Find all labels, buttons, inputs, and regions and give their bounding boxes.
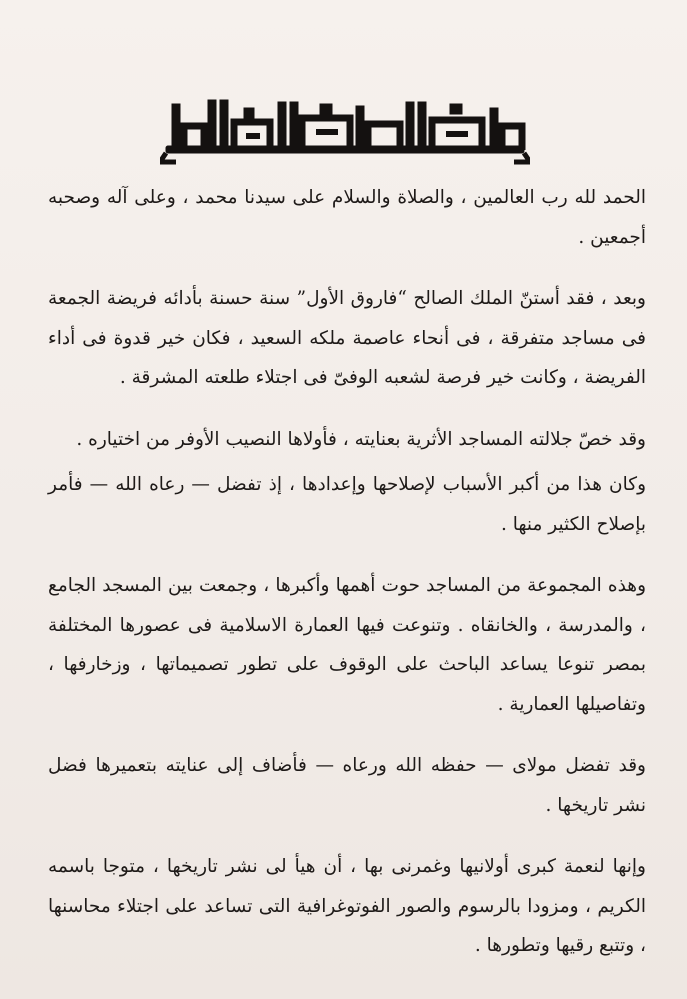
- paragraph-restoration: وكان هذا من أكبر الأسباب لإصلاحها وإعدادها ، إذ تفضل — رعاه الله — فأمر بإصلاح الكثير منها .: [48, 474, 646, 535]
- paragraph-closing-gratitude: وإنها لنعمة كبرى أولانيها وغمرنى بها ، أن هيأ لى نشر تاريخها ، متوجا باسمه الكريم ، ومزودا بالرسوم والصور الفوتوغرافية التى تساعد على اجتلاء محاسنها ، وتتبع رقيها وتطورها .: [48, 856, 646, 956]
- paragraph-king-friday-prayer: وبعد ، فقد أستنّ الملك الصالح “فاروق الأول” سنة حسنة بأدائه فريضة الجمعة فى مساجد متفرقة ، فى أنحاء عاصمة ملكه السعيد ، فكان خير قدوة فى أداء الفريضة ، وكانت خير فرصة لشعبه الوفىّ فى اجتلاء طلعته المشرقة .: [48, 288, 646, 388]
- basmala-calligraphy: [160, 96, 530, 166]
- paragraph-historic-mosques: وقد خصّ جلالته المساجد الأثرية بعنايته ، فأولاها النصيب الأوفر من اختياره .: [76, 428, 646, 450]
- basmala-calligraphy-image: [160, 96, 530, 166]
- paragraph-mosque-collection: وهذه المجموعة من المساجد حوت أهمها وأكبرها ، وجمعت بين المسجد الجامع ، والمدرسة ، والخانقاه . وتنوعت فيها العمارة الاسلامية فى عصورها المختلفة بمصر تنوعا يساعد الباحث على الوقوف على تطور تصميماتها ، وزخارفها ، وتفاصيلها العمارية .: [48, 575, 646, 715]
- body-text: [48, 178, 646, 988]
- paragraph-history-publication: وقد تفضل مولاى — حفظه الله ورعاه — فأضاف إلى عنايته بتعميرها فضل نشر تاريخها .: [48, 755, 646, 816]
- paragraph-opening-praise: الحمد لله رب العالمين ، والصلاة والسلام على سيدنا محمد ، وعلى آله وصحبه أجمعين .: [48, 187, 646, 248]
